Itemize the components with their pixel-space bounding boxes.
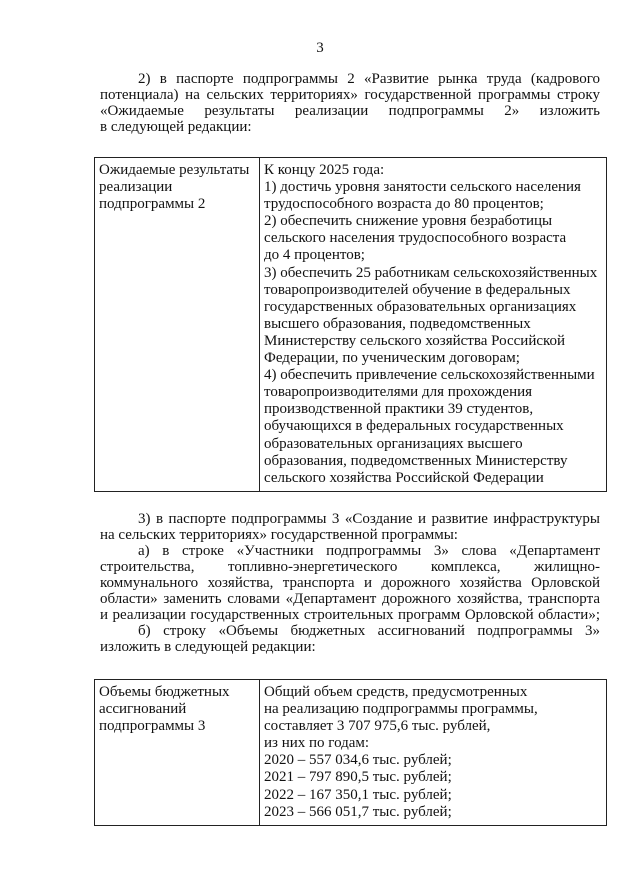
content-line: 2022 – 167 350,1 тыс. рублей;	[264, 786, 452, 803]
paragraph-line: «Ожидаемые результаты реализации подпрограммы 2» изложить	[100, 103, 600, 119]
table-row	[95, 158, 607, 492]
content-line: на реализацию подпрограммы программы,	[264, 701, 538, 718]
content-line: образовательных организациях высшего	[264, 435, 523, 452]
content-line: до 4 процентов;	[264, 247, 365, 264]
paragraph-line: 2) в паспорте подпрограммы 2 «Развитие рынка труда (кадрового	[138, 71, 600, 87]
content-line: товаропроизводителей обучение в федеральных	[264, 281, 571, 298]
content-line: 3) обеспечить 25 работникам сельскохозяйственных	[264, 264, 598, 281]
content-line: составляет 3 707 975,6 тыс. рублей,	[264, 718, 491, 735]
paragraph-line: 3) в паспорте подпрограммы 3 «Создание и развитие инфраструктуры	[138, 511, 600, 527]
content-line: товаропроизводителями для прохождения	[264, 384, 533, 401]
page-number: 3	[316, 40, 324, 56]
paragraph-line: б) строку «Объемы бюджетных ассигнований подпрограммы 3»	[138, 623, 600, 639]
paragraph-line: коммунального хозяйства, транспорта и дорожного хозяйства Орловской	[100, 575, 600, 591]
content-line: 1) достичь уровня занятости сельского населения	[264, 179, 581, 196]
content-line: Общий объем средств, предусмотренных	[264, 684, 528, 700]
label-line: подпрограммы 2	[99, 196, 206, 213]
paragraph-subprogram-2	[100, 71, 600, 135]
content-line: сельского населения трудоспособного возраста	[264, 230, 567, 247]
expected-results-table	[94, 157, 607, 492]
label-line: подпрограммы 3	[99, 718, 206, 735]
content-line: образования, подведомственных Министерству	[264, 452, 568, 469]
content-line: Федерации, по ученическим договорам;	[264, 350, 520, 367]
content-line: 2023 – 566 051,7 тыс. рублей;	[264, 803, 452, 820]
paragraph-line: и реализации государственных строительных программ Орловской области»;	[100, 607, 600, 623]
content-line: К концу 2025 года:	[264, 162, 385, 178]
row-content-cell	[260, 680, 607, 826]
content-line: высшего образования, подведомственных	[264, 315, 531, 332]
paragraph-line: на сельских территориях» государственной программы:	[100, 527, 458, 543]
content-line: 2) обеспечить снижение уровня безработицы	[264, 213, 553, 230]
paragraph-line: потенциала) на сельских территориях» государственной программы строку	[100, 87, 600, 103]
row-label-cell	[95, 158, 260, 492]
content-line: из них по годам:	[264, 735, 370, 752]
content-line: трудоспособного возраста до 80 процентов;	[264, 196, 544, 213]
paragraph-line: а) в строке «Участники подпрограммы 3» слова «Департамент	[138, 543, 600, 559]
budget-allocations-table	[94, 679, 607, 826]
content-line: обучающихся в федеральных государственных	[264, 418, 564, 435]
row-label-cell	[95, 680, 260, 826]
content-line: Министерству сельского хозяйства Российской	[264, 332, 566, 349]
paragraph-line: строительства, топливно-энергетического комплекса, жилищно-	[100, 559, 600, 575]
label-line: реализации	[99, 179, 173, 196]
paragraph-subprogram-3	[100, 511, 600, 655]
table-row	[95, 680, 607, 826]
content-line: 2020 – 557 034,6 тыс. рублей;	[264, 752, 452, 769]
paragraph-line: в следующей редакции:	[100, 119, 252, 135]
row-content-cell	[260, 158, 607, 492]
paragraph-line: изложить в следующей редакции:	[100, 639, 316, 655]
content-line: сельского хозяйства Российской Федерации	[264, 469, 544, 486]
content-line: 2021 – 797 890,5 тыс. рублей;	[264, 769, 452, 786]
content-line: производственной практики 39 студентов,	[264, 401, 534, 418]
content-line: государственных образовательных организациях	[264, 298, 577, 315]
paragraph-line: области» заменить словами «Департамент дорожного хозяйства, транспорта	[100, 591, 600, 607]
label-line: Объемы бюджетных	[99, 684, 230, 700]
label-line: Ожидаемые результаты	[99, 162, 250, 178]
content-line: 4) обеспечить привлечение сельскохозяйственными	[264, 367, 595, 384]
label-line: ассигнований	[99, 701, 187, 718]
